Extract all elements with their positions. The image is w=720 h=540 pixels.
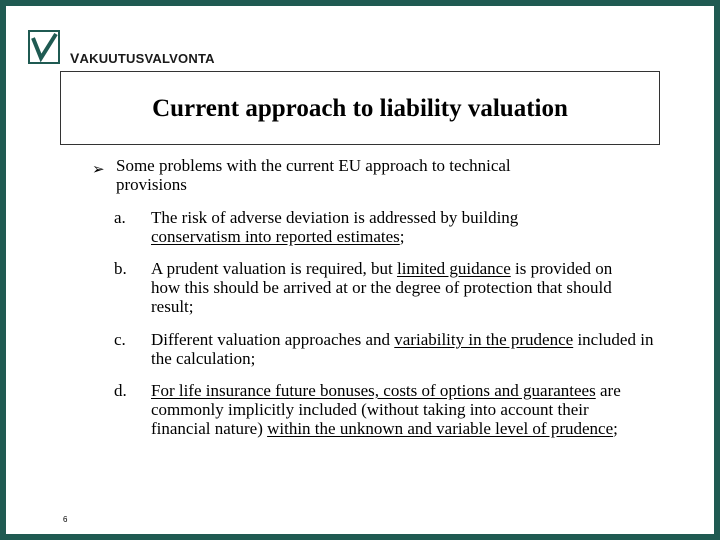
list-item-letter: b. <box>114 259 127 278</box>
arrow-bullet-icon: ➢ <box>92 160 105 178</box>
list-item-text: The risk of adverse deviation is addressed by building conservatism into reported estimates; <box>151 208 519 246</box>
list-item-letter: d. <box>114 381 127 400</box>
bullet-text: Some problems with the current EU approach to technical provisions <box>116 156 511 194</box>
vakuutusvalvonta-logo-icon <box>28 30 60 64</box>
list-item-letter: a. <box>114 208 126 227</box>
list-item-text: For life insurance future bonuses, costs of options and guarantees are commonly implicitly included (without taking into account their financial nature) within the unknown and variable level of prudence; <box>151 381 621 438</box>
list-item-text: A prudent valuation is required, but limited guidance is provided on how this should be arrived at or the degree of protection that should result; <box>151 259 613 316</box>
page-title: Current approach to liability valuation <box>152 95 568 122</box>
list-item-text: Different valuation approaches and variability in the prudence included in the calculation; <box>151 330 654 368</box>
title-box <box>60 71 660 145</box>
slide <box>6 6 714 534</box>
page-number: 6 <box>63 515 68 524</box>
logo-text: VAKUUTUSVALVONTA <box>70 50 215 66</box>
list-item-letter: c. <box>114 330 126 349</box>
